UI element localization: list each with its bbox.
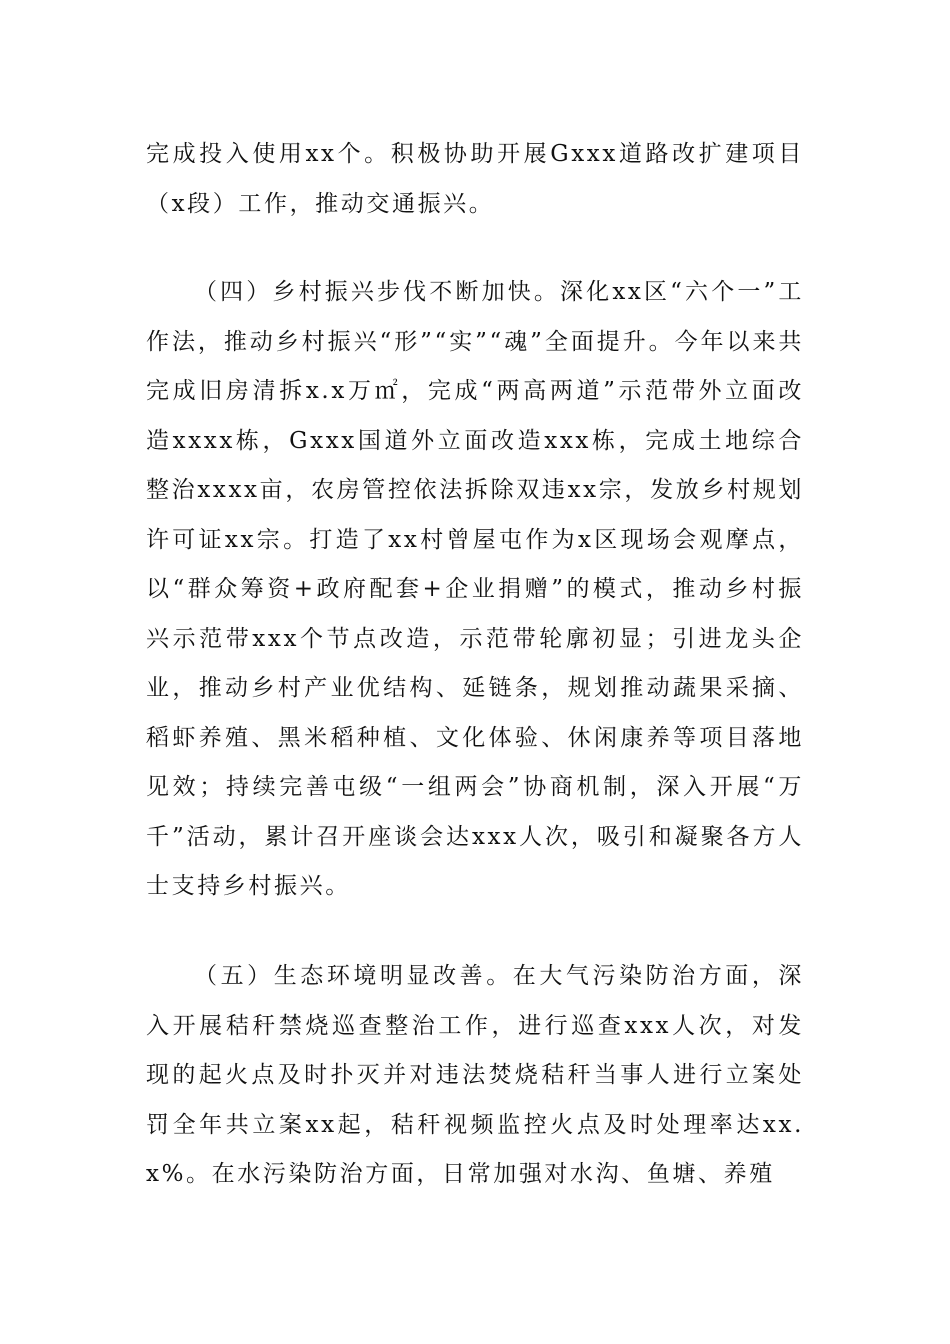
paragraph-rural-revitalization: （四）乡村振兴步伐不断加快。深化xx区“六个一”工作法，推动乡村振兴“形”“实”“魂”全面提升。今年以来共完成旧房清拆x.x万㎡，完成“两高两道”示范带外立面改造xxxx栋，Gxxx国道外立面改造xxx栋，完成土地综合整治xxxx亩，农房管控依法拆除双违xx宗，发放乡村规划许可证xx宗。打造了xx村曾屋屯作为x区现场会观摩点，以“群众筹资+政府配套+企业捐赠”的模式，推动乡村振兴示范带xxx个节点改造，示范带轮廓初显；引进龙头企业，推动乡村产业优结构、延链条，规划推动蔬果采摘、稻虾养殖、黑米稻种植、文化体验、休闲康养等项目落地见效；持续完善屯级“一组两会”协商机制，深入开展“万千”活动，累计召开座谈会达xxx人次，吸引和凝聚各方人士支持乡村振兴。 (146, 279, 804, 899)
paragraph-continuation: 完成投入使用xx个。积极协助开展Gxxx道路改扩建项目（x段）工作，推动交通振兴。 (146, 141, 804, 217)
paragraph-ecological-environment: （五）生态环境明显改善。在大气污染防治方面，深入开展秸秆禁烧巡查整治工作，进行巡查xxx人次，对发现的起火点及时扑灭并对违法焚烧秸秆当事人进行立案处罚全年共立案xx起，秸秆视频监控火点及时处理率达xx.x%。在水污染防治方面，日常加强对水沟、鱼塘、养殖 (146, 963, 804, 1187)
